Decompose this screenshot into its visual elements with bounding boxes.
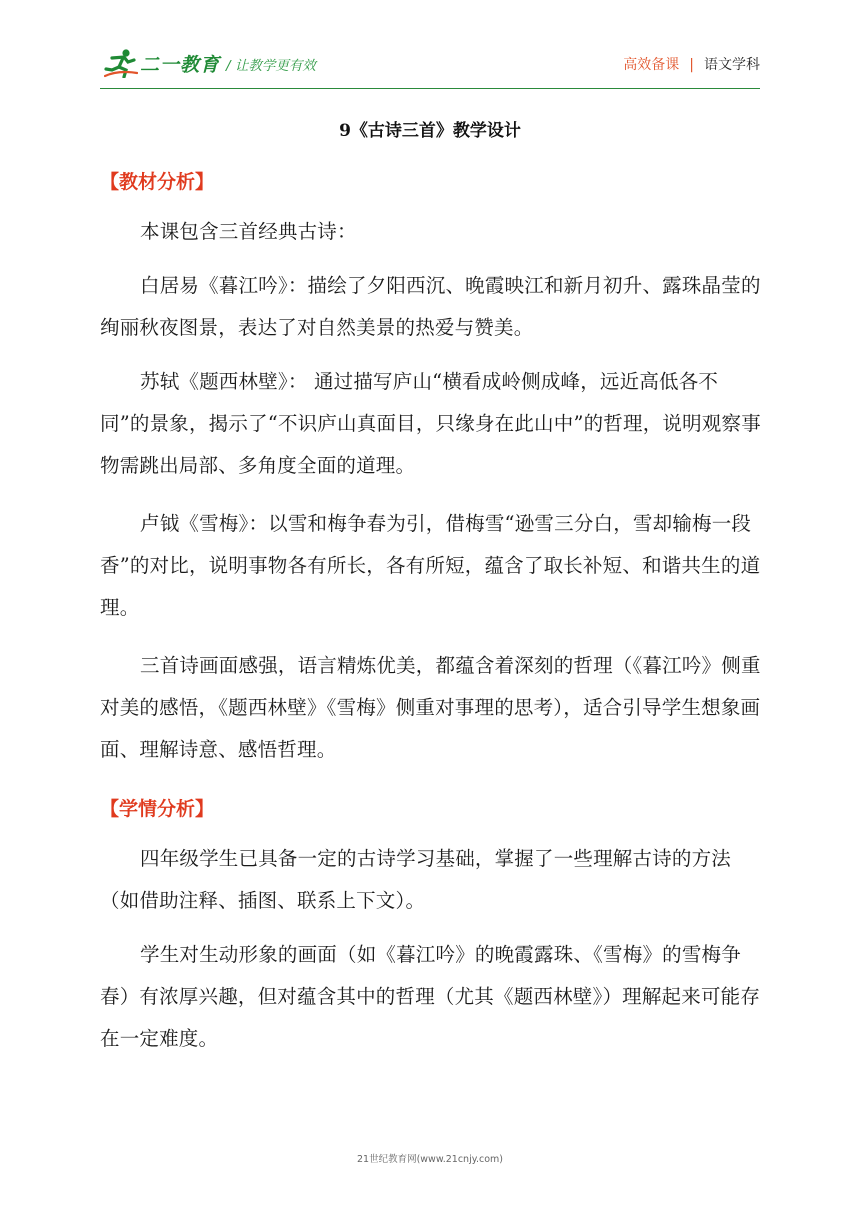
section-heading-textbook-analysis: 【教材分析】 — [100, 171, 215, 193]
document-title: 9《古诗三首》教学设计 — [339, 121, 521, 141]
slogan: / 让教学更有效 — [226, 58, 316, 74]
page-footer: 21世纪教育网(www.21cnjy.com) — [356, 1154, 503, 1165]
logo — [104, 48, 220, 78]
page-header — [100, 44, 760, 89]
header-subject — [623, 54, 760, 74]
paragraph: 三首诗画面感强，语言精炼优美，都蕴含着深刻的哲理（《暮江吟》侧重对美的感悟，《题西林壁》《雪梅》侧重对事理的思考），适合引导学生想象画面、理解诗意、感悟哲理。 — [100, 654, 761, 761]
runner-logo-icon — [104, 48, 138, 78]
section-heading-learner-analysis: 【学情分析】 — [100, 798, 215, 820]
paragraph: 本课包含三首经典古诗： — [140, 220, 357, 243]
paragraph: 卢钺《雪梅》：以雪和梅争春为引，借梅雪“逊雪三分白，雪却输梅一段香”的对比，说明事物各有所长，各有所短，蕴含了取长补短、和谐共生的道理。 — [100, 512, 761, 619]
paragraph: 学生对生动形象的画面（如《暮江吟》的晚霞露珠、《雪梅》的雪梅争春）有浓厚兴趣，但对蕴含其中的哲理（尤其《题西林壁》）理解起来可能存在一定难度。 — [100, 943, 761, 1050]
paragraph: 苏轼《题西林壁》： 通过描写庐山“横看成岭侧成峰，远近高低各不同”的景象，揭示了“不识庐山真面目，只缘身在此山中”的哲理，说明观察事物需跳出局部、多角度全面的道理。 — [100, 370, 761, 477]
paragraph: 白居易《暮江吟》：描绘了夕阳西沉、晚霞映江和新月初升、露珠晶莹的绚丽秋夜图景，表达了对自然美景的热爱与赞美。 — [100, 274, 761, 339]
paragraph: 四年级学生已具备一定的古诗学习基础，掌握了一些理解古诗的方法（如借助注释、插图、联系上下文）。 — [100, 847, 732, 912]
header-tag-primary: 高效备课 — [623, 57, 680, 73]
header-separator: | — [689, 57, 694, 73]
header-tag-secondary: 语文学科 — [704, 57, 760, 73]
logo-text: 二一教育 — [140, 53, 221, 76]
